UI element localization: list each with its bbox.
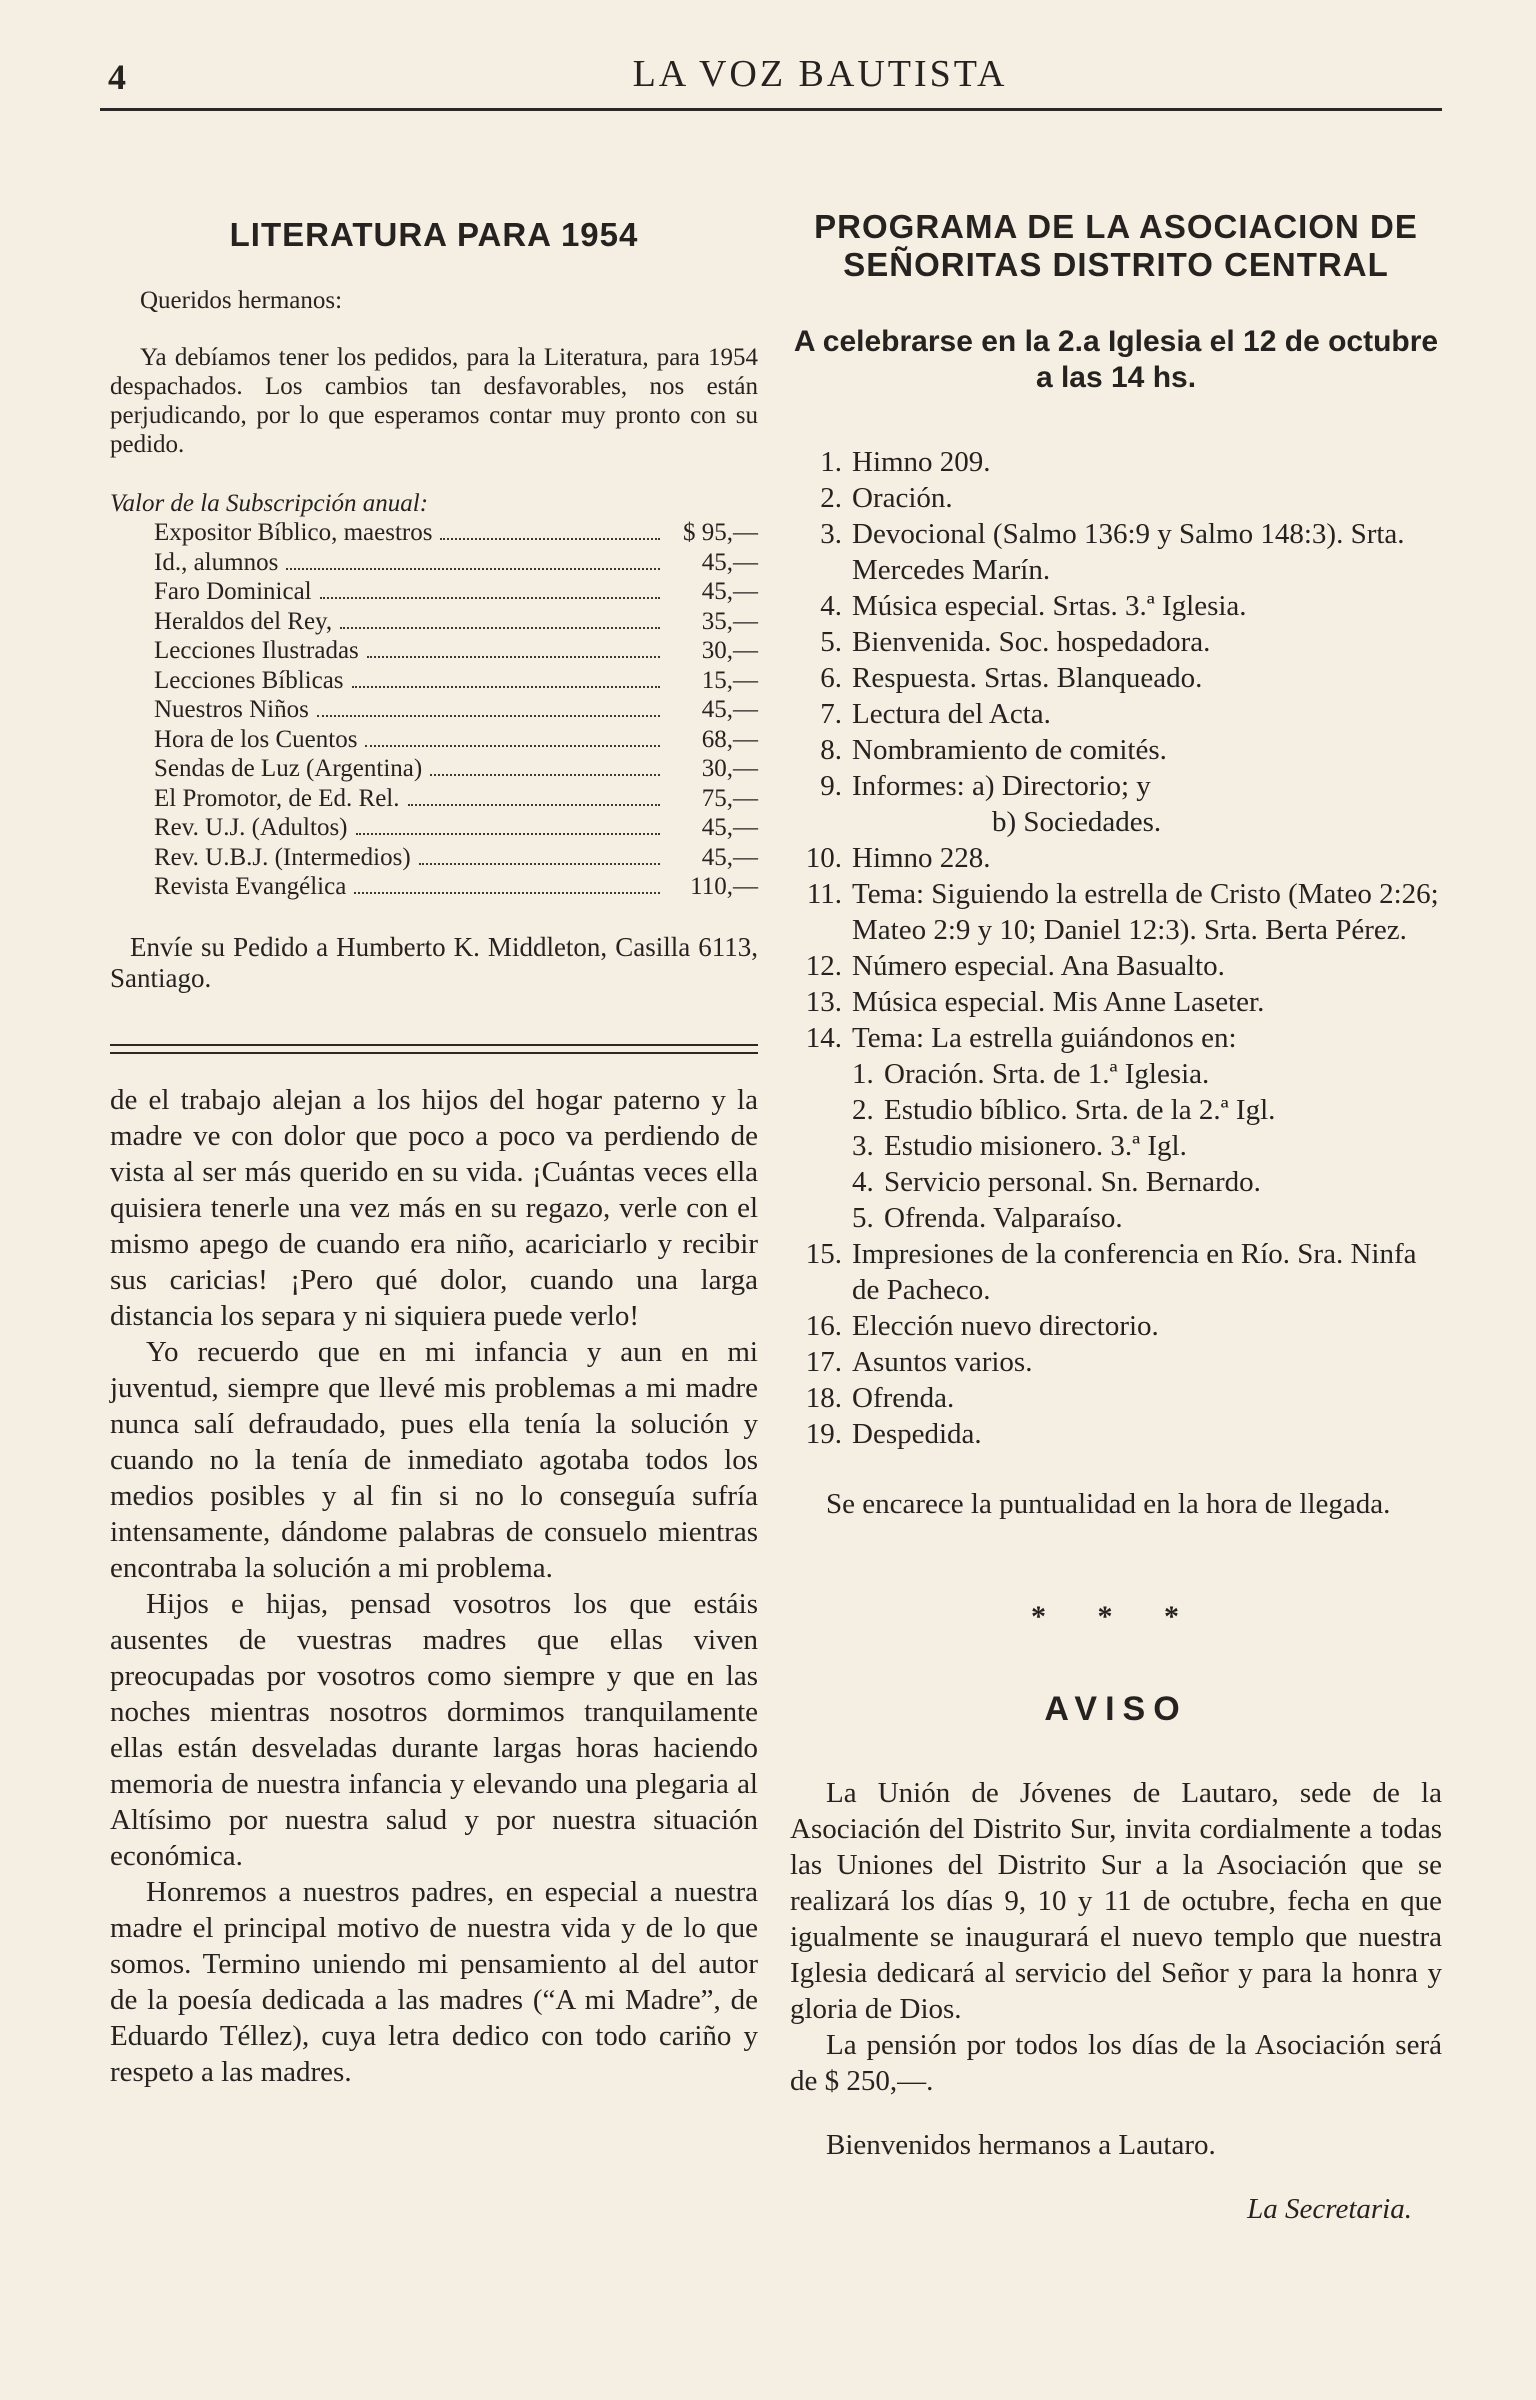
- separator-stars: * * *: [1031, 1600, 1201, 1633]
- price-item-name: Expositor Bíblico, maestros: [154, 519, 433, 546]
- program-subitem-number: 1.: [852, 1058, 874, 1090]
- program-item-number: 15.: [805, 1238, 842, 1270]
- program-item: [790, 1416, 1442, 1452]
- article-paragraph: Hijos e hijas, pensad vosotros los que estáis ausentes de vuestras madres que ellas viven preocupadas por vosotros como siempre y que en las noches mientras nosotros dormimos tranquilamente ellas están desveladas durante largas horas haciendo memoria de nuestra infancia y elevando una plegaria al Altísimo por nuestra salud y por nuestra situación económica.: [110, 1587, 758, 1872]
- programa-title: PROGRAMA DE LA ASOCIACION DE SEÑORITAS DISTRITO CENTRAL: [814, 208, 1418, 283]
- program-subitem-text: Estudio misionero. 3.ª Igl.: [884, 1130, 1187, 1162]
- program-item: [790, 516, 1442, 588]
- price-item-name: Lecciones Bíblicas: [154, 666, 344, 694]
- program-item-text: Lectura del Acta.: [852, 698, 1051, 730]
- price-row: [110, 666, 758, 696]
- price-item-value: 15,—: [701, 666, 758, 694]
- price-item-value: 45,—: [701, 578, 758, 605]
- section-divider: [110, 1044, 758, 1054]
- dot-leader: [354, 892, 660, 894]
- program-item-text: Ofrenda.: [852, 1382, 955, 1414]
- program-item-text: Nombramiento de comités.: [852, 734, 1167, 766]
- program-subitem-text: Ofrenda. Valparaíso.: [884, 1202, 1123, 1234]
- program-item: [790, 840, 1442, 876]
- program-subitem-number: 2.: [852, 1094, 874, 1126]
- program-item: [790, 804, 1442, 840]
- program-item: [790, 588, 1442, 624]
- price-item-value: 45,—: [701, 814, 758, 841]
- program-item-number: 14.: [805, 1022, 842, 1054]
- header-rule: [100, 108, 1442, 111]
- article-paragraph: de el trabajo alejan a los hijos del hogar paterno y la madre ve con dolor que poco a poco va perdiendo de vista al ser más querido en su vida. ¡Cuántas veces ella quisiera tenerle una vez más en su regazo, verle con el mismo apego de cuando era niño, acariciarlo y recibir sus caricias! ¡Pero qué dolor, cuando una larga distancia los separa y ni siquiera puede verlo!: [110, 1083, 758, 1332]
- literatura-title: LITERATURA PARA 1954: [229, 216, 639, 253]
- program-item-number: 1.: [820, 446, 842, 478]
- program-subitem-text: Oración. Srta. de 1.ª Iglesia.: [884, 1058, 1210, 1090]
- program-subitem: [852, 1092, 1275, 1128]
- dot-leader: [430, 774, 660, 776]
- programa-list: [790, 444, 1442, 1452]
- dot-leader: [317, 715, 660, 717]
- program-item-number: 11.: [806, 878, 842, 910]
- program-item-text: Impresiones de la conferencia en Río. Sra. Ninfa de Pacheco.: [852, 1238, 1417, 1306]
- price-item-value: 30,—: [701, 637, 758, 664]
- program-item: [790, 480, 1442, 516]
- left-column: [110, 190, 758, 2090]
- running-title: LA VOZ BAUTISTA: [632, 53, 1008, 95]
- price-row: [110, 754, 758, 784]
- program-item: [790, 1380, 1442, 1416]
- price-row: [110, 872, 758, 902]
- program-item-text: Informes: a) Directorio; y: [852, 770, 1151, 802]
- program-item-number: 12.: [805, 950, 842, 982]
- price-item-name: Nuestros Niños: [154, 696, 309, 723]
- program-item-text: Elección nuevo directorio.: [852, 1310, 1159, 1342]
- program-subitem-number: 5.: [852, 1202, 874, 1234]
- article-paragraph: Yo recuerdo que en mi infancia y aun en mi juventud, siempre que llevé mis problemas a mi madre nunca salí defraudado, pues ella tenía la solución y cuando no la tenía de inmediato agotaba todos los medios posibles y al fin si no lo conseguía sufría intensamente, dándome palabras de consuelo mientras encontraba la solución a mi problema.: [110, 1335, 758, 1584]
- price-list-heading: Valor de la Subscripción anual:: [110, 490, 429, 517]
- program-item-number: 18.: [805, 1382, 842, 1414]
- price-item-value: 30,—: [701, 755, 758, 782]
- program-item-number: 19.: [805, 1418, 842, 1450]
- program-item-text: b) Sociedades.: [992, 806, 1162, 838]
- price-item-value: 45,—: [701, 696, 758, 723]
- price-row: [110, 813, 758, 843]
- program-item-text: Música especial. Mis Anne Laseter.: [852, 986, 1265, 1018]
- dot-leader: [356, 833, 660, 835]
- aviso-body: [790, 1775, 1442, 2099]
- price-row: [110, 695, 758, 725]
- price-row: [110, 548, 758, 578]
- program-item-text: Número especial. Ana Basualto.: [852, 950, 1225, 982]
- page-number: 4: [108, 57, 126, 97]
- aviso-signature: La Secretaria.: [1247, 2193, 1412, 2225]
- price-item-name: Revista Evangélica: [154, 873, 347, 900]
- price-item-name: Hora de los Cuentos: [154, 725, 358, 753]
- price-row: [110, 784, 758, 814]
- program-item-number: 7.: [820, 698, 842, 730]
- program-item-text: Himno 209.: [852, 446, 991, 478]
- program-item-text: Himno 228.: [852, 842, 991, 874]
- program-item-number: 10.: [805, 842, 842, 874]
- program-item-text: Respuesta. Srtas. Blanqueado.: [852, 662, 1203, 694]
- price-item-name: Heraldos del Rey,: [154, 607, 333, 635]
- program-item: [790, 948, 1442, 984]
- program-item-number: 4.: [820, 590, 842, 622]
- program-subitems-wrapper: [790, 1056, 1442, 1236]
- program-item-text: Bienvenida. Soc. hospedadora.: [852, 626, 1211, 658]
- literatura-intro: Ya debíamos tener los pedidos, para la Literatura, para 1954 despachados. Los cambios tan desfavorables, nos están perjudicando, por lo que esperamos contar muy pronto con su pedido.: [110, 344, 758, 458]
- aviso-closing: Bienvenidos hermanos a Lautaro.: [826, 2129, 1216, 2161]
- program-item-text: Oración.: [852, 482, 953, 514]
- program-item-text: Música especial. Srtas. 3.ª Iglesia.: [852, 590, 1247, 622]
- program-item: [790, 660, 1442, 696]
- dot-leader: [419, 863, 660, 865]
- literatura-salutation: Queridos hermanos:: [140, 287, 343, 314]
- price-row: [110, 843, 758, 873]
- program-subitem-text: Servicio personal. Sn. Bernardo.: [884, 1166, 1261, 1198]
- price-row: [110, 607, 758, 637]
- price-item-value: 68,—: [701, 725, 758, 753]
- article-paragraph: Honremos a nuestros padres, en especial a nuestra madre el principal motivo de nuestra vida y de lo que somos. Termino uniendo mi pensamiento al del autor de la poesía dedicada a las madres (“A mi Madre”, de Eduardo Téllez), cuya letra dedico con todo cariño y respeto a las madres.: [110, 1875, 758, 2088]
- right-column: [790, 190, 1442, 2226]
- program-item-number: [790, 804, 852, 840]
- dot-leader: [367, 656, 660, 658]
- program-item-number-spacer: [790, 1056, 852, 1236]
- program-item: [790, 768, 1442, 804]
- program-item: [790, 1236, 1442, 1308]
- program-item-number: 5.: [820, 626, 842, 658]
- program-item-number: 3.: [820, 518, 842, 550]
- program-subitems: [852, 1056, 1275, 1236]
- price-item-name: Rev. U.B.J. (Intermedios): [154, 843, 411, 871]
- program-item: [790, 1020, 1442, 1056]
- price-item-name: Faro Dominical: [154, 578, 312, 605]
- dot-leader: [320, 597, 660, 599]
- dot-leader: [408, 804, 661, 806]
- program-item-text: Devocional (Salmo 136:9 y Salmo 148:3). Srta. Mercedes Marín.: [852, 518, 1405, 586]
- program-item: [790, 1344, 1442, 1380]
- literatura-send-order: Envíe su Pedido a Humberto K. Middleton, Casilla 6113, Santiago.: [110, 931, 758, 993]
- aviso-paragraph: La Unión de Jóvenes de Lautaro, sede de la Asociación del Distrito Sur, invita cordialmente a todas las Uniones del Distrito Sur a la Asociación que se realizará los días 9, 10 y 11 de octubre, fecha en que igualmente se inaugurará el nuevo templo que nuestra Iglesia dedicará al servicio del Señor y para la honra y gloria de Dios.: [790, 1777, 1442, 2025]
- price-row: [110, 725, 758, 755]
- program-item-number: 9.: [820, 770, 842, 802]
- price-item-value: 75,—: [701, 784, 758, 812]
- program-item: [790, 1308, 1442, 1344]
- program-item-text: Tema: La estrella guiándonos en:: [852, 1022, 1237, 1054]
- price-row: [110, 636, 758, 666]
- program-item-number: 2.: [820, 482, 842, 514]
- dot-leader: [440, 538, 660, 540]
- aviso-paragraph: La pensión por todos los días de la Asociación será de $ 250,—.: [790, 2029, 1442, 2097]
- price-item-value: 35,—: [701, 607, 758, 635]
- price-item-name: Id., alumnos: [154, 548, 279, 576]
- program-item: [790, 696, 1442, 732]
- dot-leader: [365, 745, 660, 747]
- programa-subtitle: A celebrarse en la 2.a Iglesia el 12 de octubre a las 14 hs.: [793, 325, 1439, 394]
- program-item-number: 16.: [805, 1310, 842, 1342]
- program-item: [790, 984, 1442, 1020]
- program-item: [790, 732, 1442, 768]
- program-subitem-number: 3.: [852, 1130, 874, 1162]
- price-item-value: 45,—: [701, 843, 758, 871]
- dot-leader: [286, 568, 660, 570]
- aviso-title: AVISO: [1044, 1690, 1188, 1728]
- dot-leader: [352, 686, 660, 688]
- price-row: [110, 518, 758, 548]
- price-item-name: Sendas de Luz (Argentina): [154, 755, 423, 782]
- article-body: [110, 1082, 758, 2090]
- program-item-text: Asuntos varios.: [852, 1346, 1033, 1378]
- price-item-value: $ 95,—: [683, 519, 758, 546]
- price-list: [110, 518, 758, 902]
- price-item-value: 45,—: [701, 548, 758, 576]
- program-item: [790, 444, 1442, 480]
- program-subitem: [852, 1056, 1275, 1092]
- program-item-number: 17.: [805, 1346, 842, 1378]
- program-subitem: [852, 1164, 1275, 1200]
- price-item-name: Lecciones Ilustradas: [154, 637, 359, 664]
- programa-note: Se encarece la puntualidad en la hora de llegada.: [826, 1488, 1391, 1520]
- price-row: [110, 577, 758, 607]
- program-subitem-text: Estudio bíblico. Srta. de la 2.ª Igl.: [884, 1094, 1276, 1126]
- price-item-value: 110,—: [690, 873, 758, 900]
- program-item-number: 6.: [820, 662, 842, 694]
- program-item-text: Tema: Siguiendo la estrella de Cristo (Mateo 2:26; Mateo 2:9 y 10; Daniel 12:3). Srta. Berta Pérez.: [852, 878, 1439, 946]
- program-item-number: 13.: [805, 986, 842, 1018]
- dot-leader: [340, 627, 660, 629]
- program-item: [790, 624, 1442, 660]
- program-item: [790, 876, 1442, 948]
- price-item-name: El Promotor, de Ed. Rel.: [154, 784, 400, 812]
- program-subitem: [852, 1200, 1275, 1236]
- program-item-number: 8.: [820, 734, 842, 766]
- program-item-text: Despedida.: [852, 1418, 982, 1450]
- price-item-name: Rev. U.J. (Adultos): [154, 814, 348, 841]
- program-subitem: [852, 1128, 1275, 1164]
- program-subitem-number: 4.: [852, 1166, 874, 1198]
